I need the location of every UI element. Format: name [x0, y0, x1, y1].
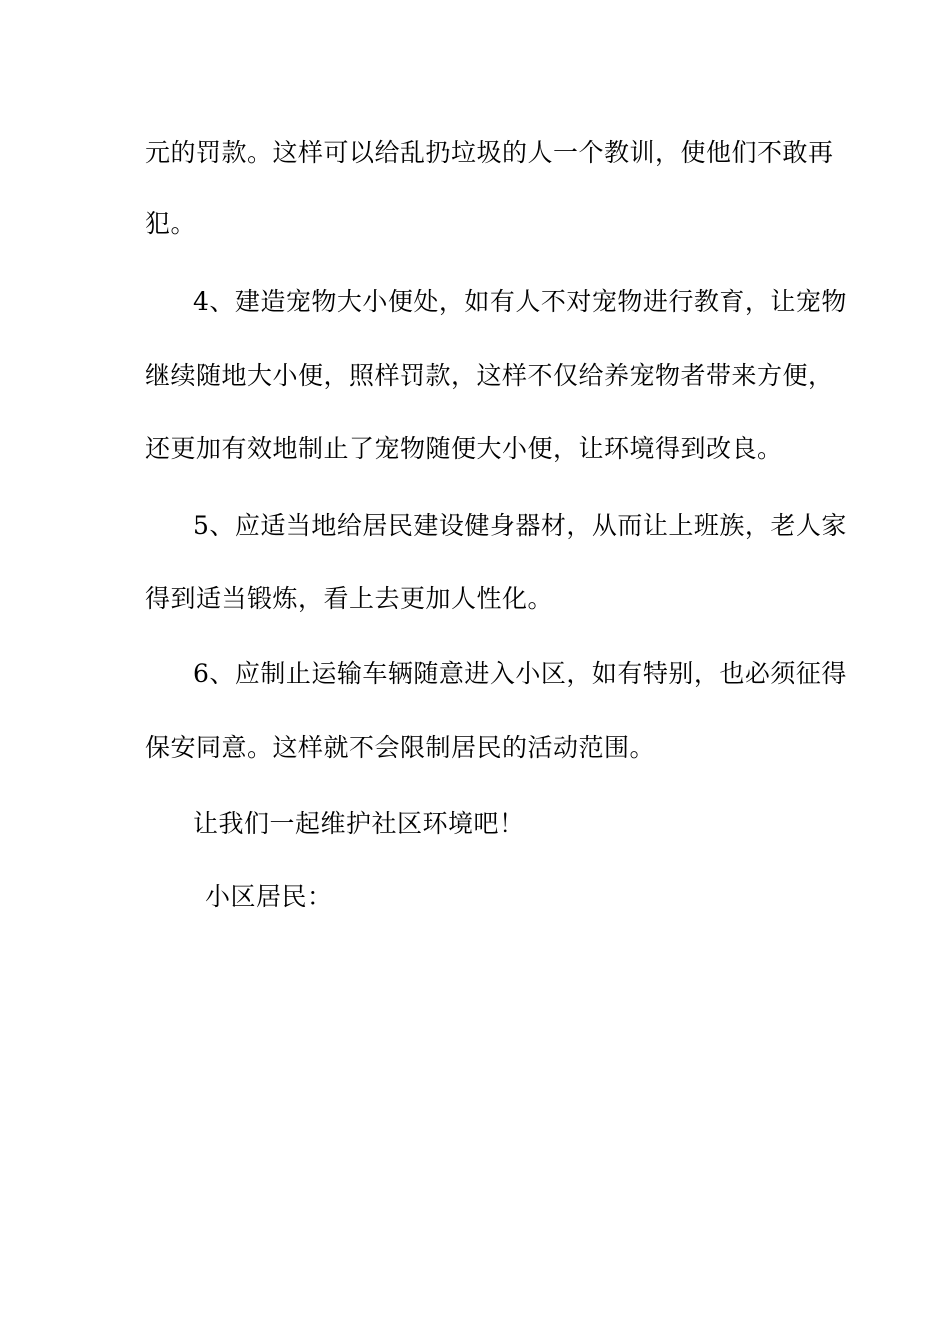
signature-line: 小区居民：	[205, 882, 333, 911]
paragraph-line: 得到适当锻炼，看上去更加人性化。	[145, 584, 554, 613]
paragraph-line: 4、建造宠物大小便处，如有人不对宠物进行教育，让宠物	[193, 287, 847, 316]
paragraph-line: 元的罚款。这样可以给乱扔垃圾的人一个教训，使他们不敢再	[145, 138, 834, 167]
paragraph-line: 还更加有效地制止了宠物随便大小便，让环境得到改良。	[145, 434, 783, 463]
paragraph-line: 犯。	[145, 209, 197, 238]
paragraph-line: 保安同意。这样就不会限制居民的活动范围。	[145, 733, 656, 762]
paragraph-line: 6、应制止运输车辆随意进入小区，如有特别，也必须征得	[193, 659, 847, 688]
closing-line: 让我们一起维护社区环境吧！	[193, 809, 525, 838]
paragraph-line: 5、应适当地给居民建设健身器材，从而让上班族，老人家	[193, 511, 847, 540]
paragraph-line: 继续随地大小便，照样罚款，这样不仅给养宠物者带来方便，	[145, 361, 834, 390]
